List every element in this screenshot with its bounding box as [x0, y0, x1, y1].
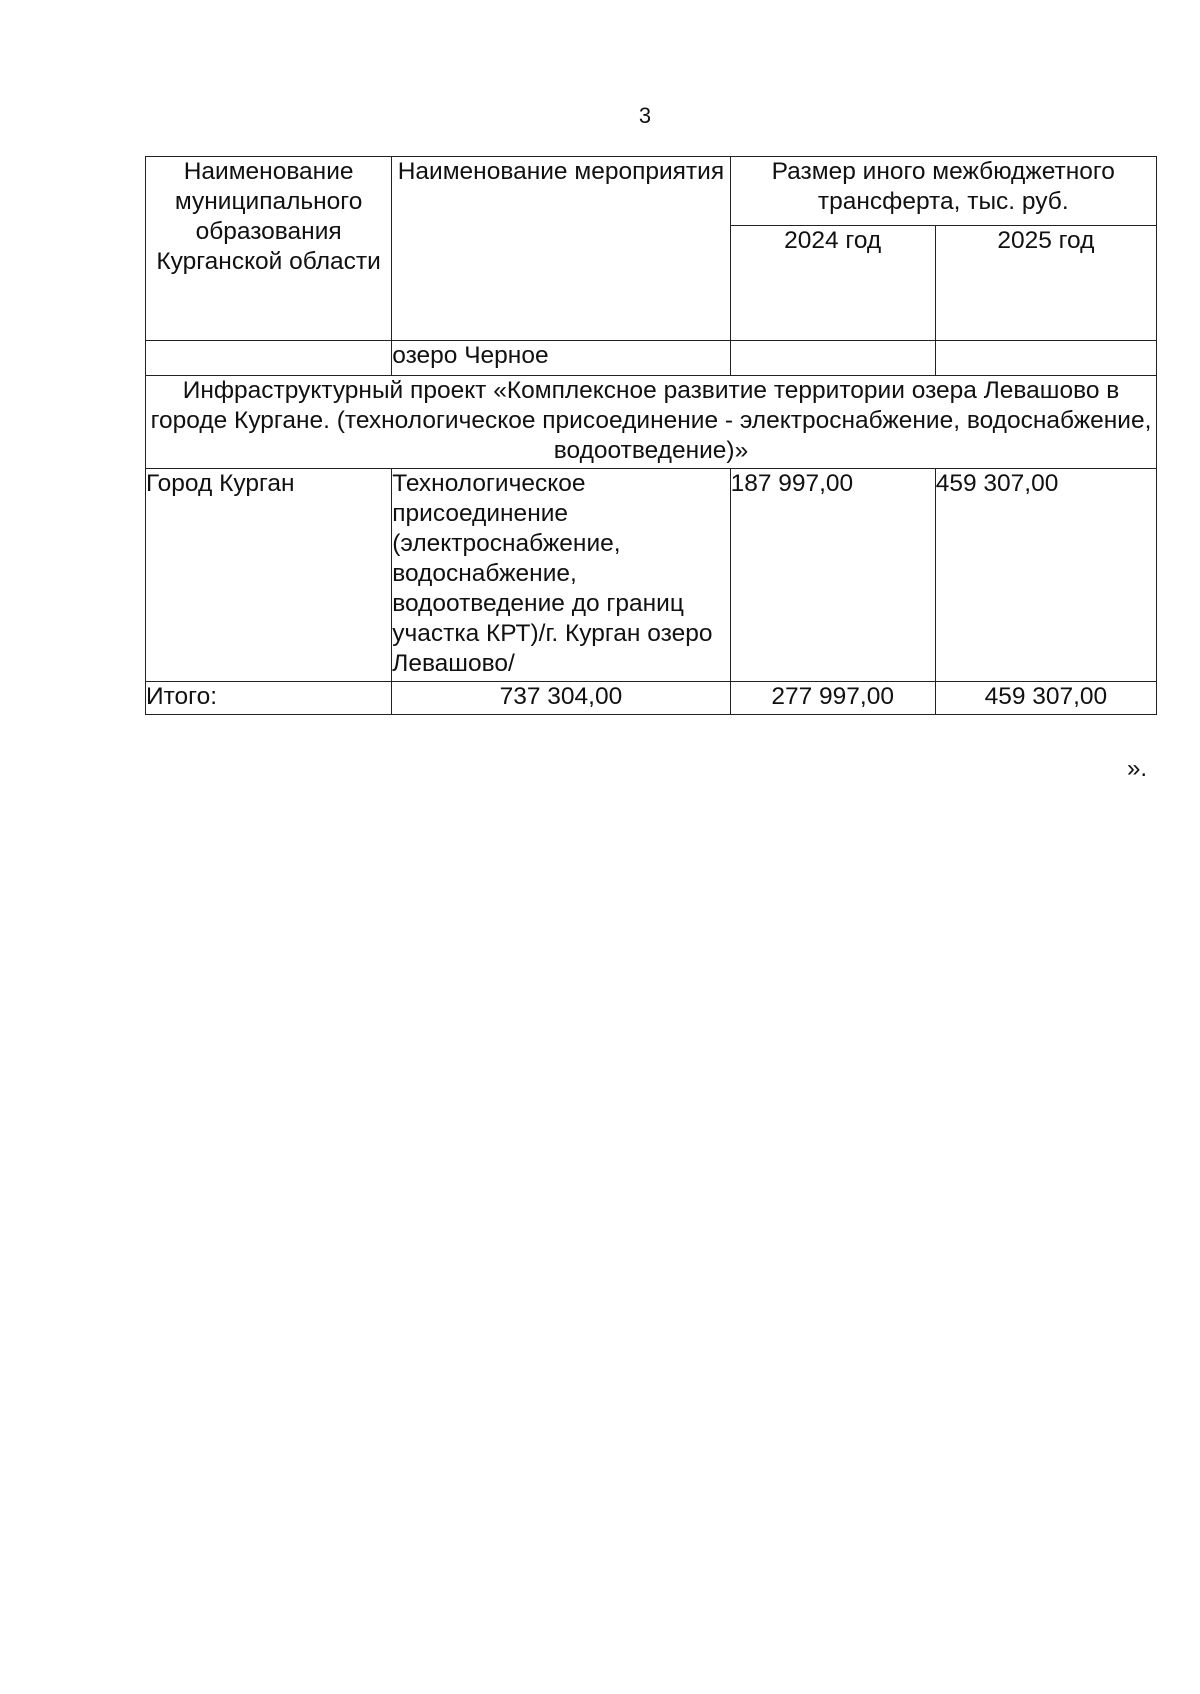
header-event: Наименование мероприятия	[392, 157, 730, 341]
section-row	[146, 376, 1157, 469]
cell-2025: 459 307,00	[935, 469, 1156, 682]
cell-municipality	[146, 341, 392, 376]
header-transfer-group: Размер иного межбюджетного трансферта, тыс. руб.	[730, 157, 1156, 226]
total-2025: 459 307,00	[935, 682, 1156, 715]
cell-2024: 187 997,00	[730, 469, 935, 682]
cell-2024	[730, 341, 935, 376]
header-year-2024: 2024 год	[730, 226, 935, 341]
total-2024: 277 997,00	[730, 682, 935, 715]
table-row	[146, 469, 1157, 682]
total-sum: 737 304,00	[392, 682, 730, 715]
total-label: Итого:	[146, 682, 392, 715]
table-header-row	[146, 157, 1157, 226]
transfer-table	[145, 156, 1157, 715]
table-row	[146, 341, 1157, 376]
cell-event: Технологическое присоединение (электроснабжение, водоснабжение, водоотведение до границ участка КРТ)/г. Курган озеро Левашово/	[392, 469, 730, 682]
page-number: 3	[638, 103, 652, 128]
closing-quote: ».	[1127, 755, 1148, 782]
cell-event: озеро Черное	[392, 341, 730, 376]
project-title: Инфраструктурный проект «Комплексное развитие территории озера Левашово в городе Кургане. (технологическое присоединение - электроснабжение, водоснабжение, водоотведение)»	[146, 376, 1157, 469]
header-municipality: Наименование муниципального образования Курганской области	[146, 157, 392, 341]
cell-2025	[935, 341, 1156, 376]
total-row	[146, 682, 1157, 715]
header-year-2025: 2025 год	[935, 226, 1156, 341]
cell-municipality: Город Курган	[146, 469, 392, 682]
